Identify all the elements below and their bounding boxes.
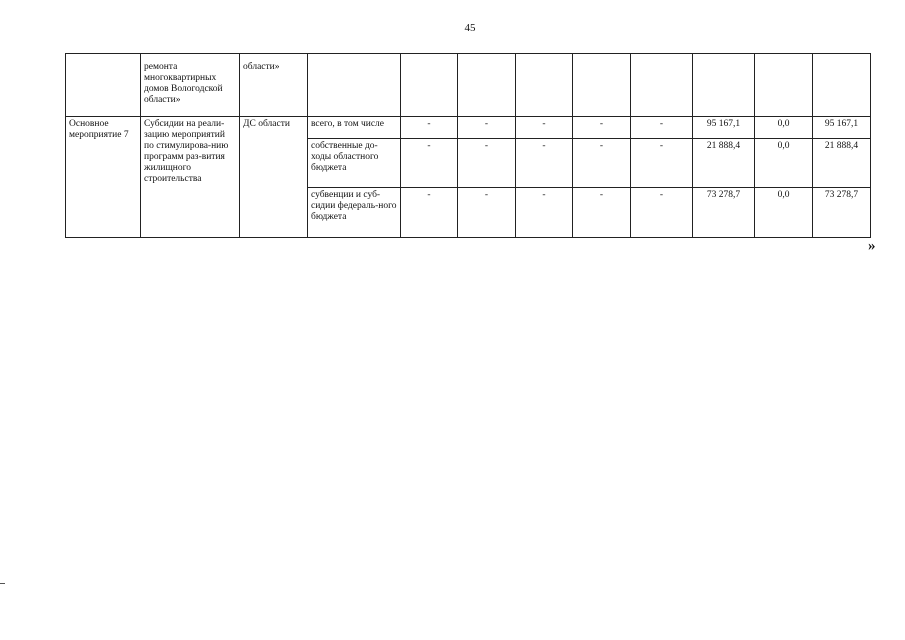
value-cell: 73 278,7 [693,188,755,238]
budget-table [65,53,871,238]
dash-cell: - [401,117,458,139]
value-cell: 95 167,1 [813,117,871,139]
dash-cell: - [573,117,631,139]
dash-cell: - [516,117,573,139]
cont-cell-1 [66,54,141,117]
dash-cell: - [401,139,458,188]
executor-cell: ДС области [240,117,308,238]
closing-quote-mark: » [868,238,876,254]
cont-cell-6 [458,54,516,117]
dash-cell: - [401,188,458,238]
value-cell: 0,0 [755,139,813,188]
measure-name-cell: Субсидии на реали-зацию мероприятий по стимулирова-нию программ раз-вития жилищного строительства [141,117,240,238]
dash-cell: - [631,188,693,238]
margin-tick [0,583,5,584]
value-cell: 0,0 [755,188,813,238]
source-label: собственные до-ходы областного бюджета [308,139,401,188]
cont-cell-5 [401,54,458,117]
cont-cell-2: ремонта многоквартирных домов Вологодской области» [141,54,240,117]
cont-cell-3: области» [240,54,308,117]
value-cell: 21 888,4 [813,139,871,188]
cont-cell-12 [813,54,871,117]
cont-cell-7 [516,54,573,117]
dash-cell: - [458,117,516,139]
dash-cell: - [573,188,631,238]
cont-cell-10 [693,54,755,117]
cont-cell-9 [631,54,693,117]
measure-cell: Основное мероприятие 7 [66,117,141,238]
cont-cell-4 [308,54,401,117]
dash-cell: - [516,188,573,238]
dash-cell: - [458,139,516,188]
dash-cell: - [458,188,516,238]
source-label: всего, в том числе [308,117,401,139]
dash-cell: - [516,139,573,188]
page-number: 45 [464,22,476,34]
dash-cell: - [573,139,631,188]
value-cell: 0,0 [755,117,813,139]
continuation-row [66,54,871,117]
cont-cell-11 [755,54,813,117]
dash-cell: - [631,117,693,139]
dash-cell: - [631,139,693,188]
source-label: субвенции и суб-сидии федераль-ного бюджета [308,188,401,238]
value-cell: 95 167,1 [693,117,755,139]
value-cell: 73 278,7 [813,188,871,238]
table-row [66,117,871,139]
cont-cell-8 [573,54,631,117]
value-cell: 21 888,4 [693,139,755,188]
